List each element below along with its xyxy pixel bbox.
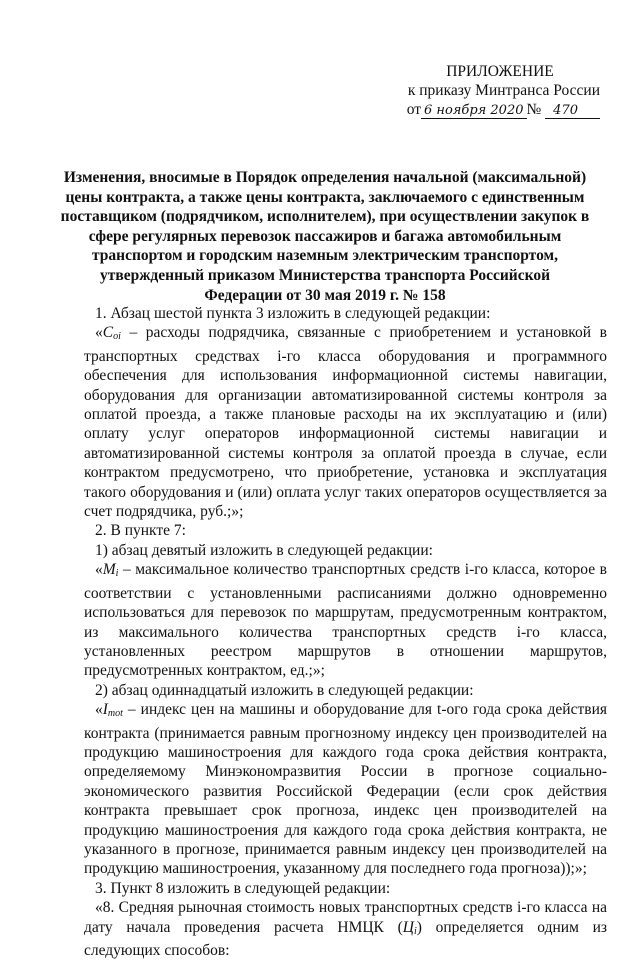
order-date: 6 ноября 2020 <box>421 103 526 119</box>
order-prefix: от <box>406 101 422 118</box>
paragraph: 3. Пункт 8 изложить в следующей редакции: <box>95 879 391 897</box>
paragraph: «Imot – индекс цен на машины и оборудование для t-ого года срока действия контракта (принимается равным прогнозному индексу цен производителей на продукцию машиностроения для каждого года срока действия контракта, определяемому Минэкономразвития России в прогнозе социально-экономического развития Российской Федерации (если срок действия контракта превышает срок прогноза, индекс цен производителей на продукцию машиностроения для каждого года срока действия контракта, не указанного в прогнозе, принимается равным индексу цен производителей на продукцию машиностроения, указанному для последнего года прогноза));»; <box>84 701 607 878</box>
order-reference <box>400 100 600 120</box>
order-number: 470 <box>545 103 600 119</box>
paragraph: «Coi – расходы подрядчика, связанные с приобретением и установкой в транспортных средствах i-го класса оборудования и программного обеспечения для использования информационной системы навигации, оборудования для организации автоматизированной системы контроля за оплатой проезда, а также плановые расходы на их эксплуатацию и (или) оплату услуг операторов информационной системы навигации и автоматизированной системы контроля за оплатой проезда в случае, если контрактом предусмотрено, что приобретение, установка и эксплуатация такого оборудования и (или) оплата услуг таких операторов осуществляется за счет подрядчика, руб.;»; <box>84 324 607 521</box>
document-title: Изменения, вносимые в Порядок определения начальной (максимальной) цены контракта, а также цены контракта, заключаемого с единственным поставщиком (подрядчиком, исполнителем), при осуществлении закупок в сфере регулярных перевозок пассажиров и багажа автомобильным транспортом и городским наземным электрическим транспортом, утвержденный приказом Министерства транспорта Российской Федерации от 30 мая 2019 г. № 158 <box>60 169 590 304</box>
appendix-subtitle: к приказу Минтранса России <box>407 82 600 99</box>
formula-symbol: C <box>102 324 114 342</box>
paragraph: «8. Средняя рыночная стоимость новых транспортных средств i-го класса на дату начала проведения расчета НМЦК (Цi) определяется одним из следующих способов: <box>84 899 608 959</box>
formula-symbol: Ц <box>402 918 414 936</box>
paragraph: 1. Абзац шестой пункта 3 изложить в следующей редакции: <box>95 305 491 322</box>
formula-symbol: M <box>102 561 116 579</box>
formula-symbol: I <box>102 701 108 719</box>
order-number-label: № <box>526 101 542 118</box>
paragraph: 1) абзац девятый изложить в следующей редакции: <box>95 541 433 559</box>
paragraph: 2. В пункте 7: <box>95 522 186 540</box>
paragraph: «Mi – максимальное количество транспортных средств i-го класса, которое в соответствии с установленными расписаниями должно одновременно использоваться для перевозок по маршрутам, предусмотренным контрактом, из максимального количества транспортных средств i-го класса, установленных реестром маршрутов в отношении маршрутов, предусмотренных контрактом, ед.;»; <box>84 561 607 680</box>
paragraph: 2) абзац одиннадцатый изложить в следующей редакции: <box>95 681 474 699</box>
document-body <box>84 304 607 960</box>
appendix-title: ПРИЛОЖЕНИЕ <box>446 63 554 80</box>
appendix-block <box>400 62 600 120</box>
